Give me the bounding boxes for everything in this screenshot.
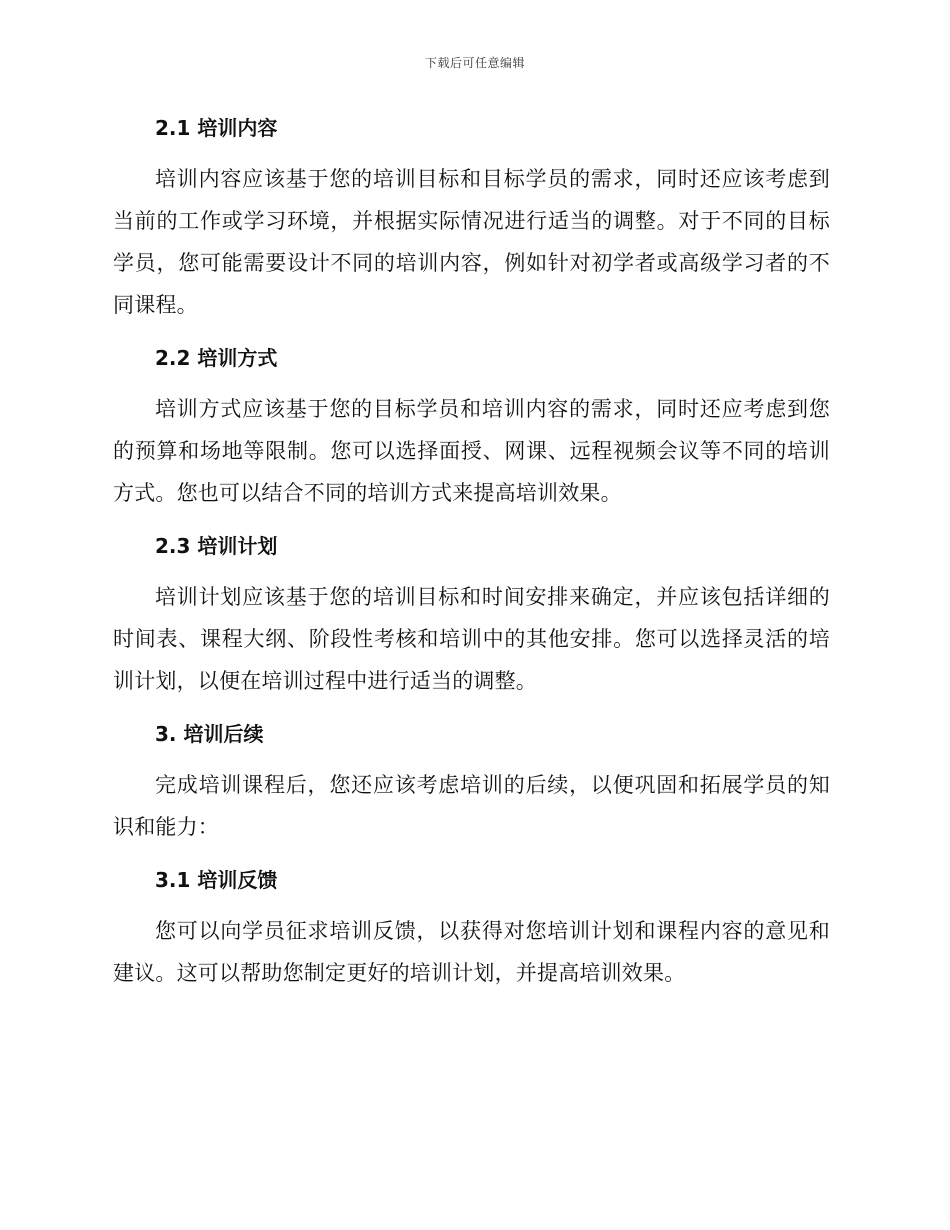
section-heading-2-2: 2.2 培训方式 <box>155 346 278 370</box>
section-heading-3: 3. 培训后续 <box>155 722 264 746</box>
section-body-3-1: 您可以向学员征求培训反馈，以获得对您培训计划和课程内容的意见和建议。这可以帮助您制定更好的培训计划，并提高培训效果。 <box>113 919 830 985</box>
section-body-2-1: 培训内容应该基于您的培训目标和目标学员的需求，同时还应该考虑到当前的工作或学习环境，并根据实际情况进行适当的调整。对于不同的目标学员，您可能需要设计不同的培训内容，例如针对初学者或高级学习者的不同课程。 <box>113 167 830 317</box>
document-body <box>113 108 830 1006</box>
section-heading-2-3: 2.3 培训计划 <box>155 534 278 558</box>
page-header: 下载后可任意编辑 <box>424 56 525 70</box>
section-body-2-3: 培训计划应该基于您的培训目标和时间安排来确定，并应该包括详细的时间表、课程大纲、阶段性考核和培训中的其他安排。您可以选择灵活的培训计划，以便在培训过程中进行适当的调整。 <box>113 585 830 693</box>
section-heading-2-1: 2.1 培训内容 <box>155 116 278 140</box>
section-body-3: 完成培训课程后，您还应该考虑培训的后续，以便巩固和拓展学员的知识和能力： <box>113 773 830 839</box>
section-heading-3-1: 3.1 培训反馈 <box>155 868 278 892</box>
section-body-2-2: 培训方式应该基于您的目标学员和培训内容的需求，同时还应考虑到您的预算和场地等限制。您可以选择面授、网课、远程视频会议等不同的培训方式。您也可以结合不同的培训方式来提高培训效果。 <box>113 397 830 505</box>
